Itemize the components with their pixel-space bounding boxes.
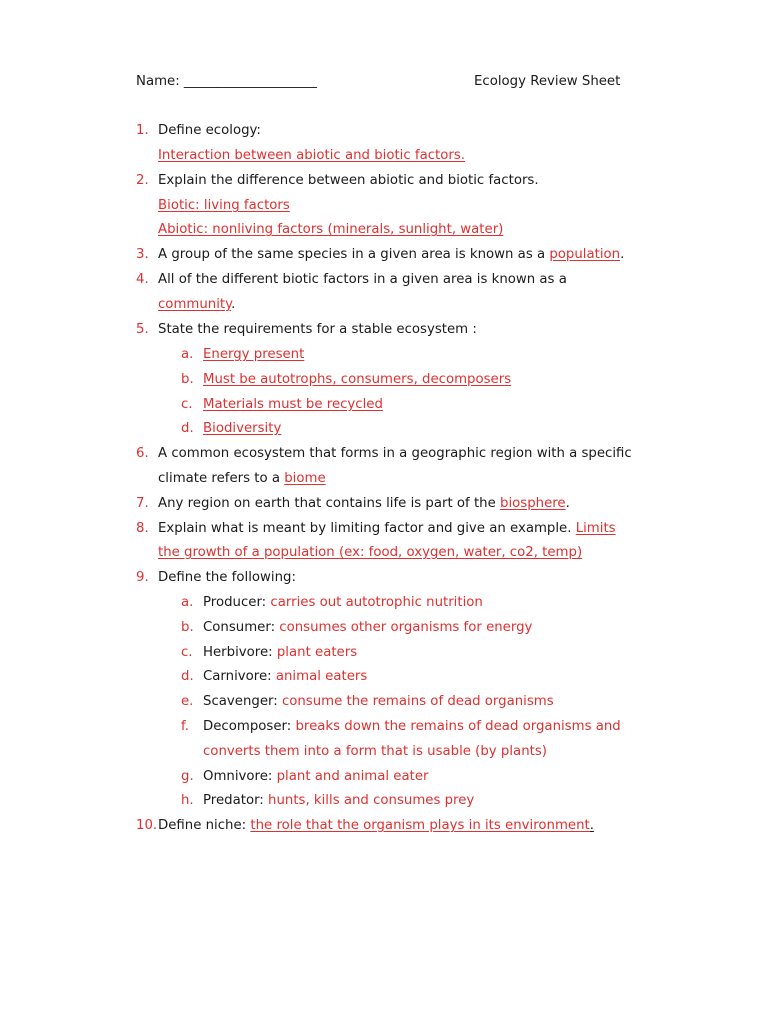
answer-text: biome (284, 471, 326, 486)
answer-text: community (158, 297, 232, 312)
punctuation: . (231, 297, 236, 312)
answer-text: Abiotic: nonliving factors (minerals, sunlight, water) (158, 222, 504, 237)
answer-text: breaks down the remains of dead organisms and (295, 719, 621, 734)
question-text: Define the following: (158, 570, 296, 585)
item-letter: h. (181, 793, 194, 808)
term-label: Producer: (203, 595, 271, 610)
answer-text: the growth of a population (ex: food, oxygen, water, co2, temp) (158, 545, 583, 560)
question-text: Define niche (158, 818, 242, 833)
answer-text: plant eaters (276, 645, 358, 660)
answer-text: animal eaters (275, 669, 368, 684)
question-number: 5. (136, 322, 149, 337)
answer-text: carries out autotrophic nutrition (270, 595, 483, 610)
question-text: Explain what is meant by limiting factor and give an example. (158, 521, 576, 536)
term-label: Omnivore: (203, 769, 277, 784)
answer-text: Interaction between abiotic and biotic factors. (158, 148, 466, 163)
question-number: 4. (136, 272, 149, 287)
answer-text: Limits (575, 521, 616, 536)
item-letter: e. (181, 694, 194, 709)
question-line (158, 294, 235, 316)
answer-text: consumes other organisms for energy (279, 620, 533, 635)
question-text: Explain the difference between abiotic and biotic factors. (158, 173, 539, 188)
answer-text: biosphere (500, 496, 566, 511)
item-letter: c. (181, 645, 193, 660)
definition-line (203, 716, 621, 738)
answer-text: Biodiversity (203, 421, 282, 436)
question-number: 1. (136, 123, 149, 138)
term-label: Consumer: (203, 620, 280, 635)
question-number: 3. (136, 247, 149, 262)
question-number: 9. (136, 570, 149, 585)
name-field-label: Name: ____________________ (136, 74, 317, 89)
item-letter: b. (181, 620, 194, 635)
answer-text: consume the remains of dead organisms (281, 694, 554, 709)
question-text: Define ecology: (158, 123, 261, 138)
question-text: State the requirements for a stable ecosystem : (158, 322, 477, 337)
question-number: 6. (136, 446, 149, 461)
question-number: 8. (136, 521, 149, 536)
definition-line (203, 592, 483, 614)
term-label: Scavenger: (203, 694, 282, 709)
question-text: Any region on earth that contains life is part of the (158, 496, 501, 511)
definition-line (203, 642, 357, 664)
question-number: 10. (136, 818, 158, 833)
answer-text: plant and animal eater (276, 769, 429, 784)
question-text: A common ecosystem that forms in a geographic region with a specific (158, 446, 632, 461)
question-number: 7. (136, 496, 149, 511)
term-label: Decomposer: (203, 719, 296, 734)
definition-line (203, 617, 532, 639)
answer-text: Must be autotrophs, consumers, decomposers (203, 372, 512, 387)
answer-text: converts them into a form that is usable (by plants) (203, 744, 547, 759)
answer-text: Energy present (203, 347, 305, 362)
question-line (158, 815, 594, 837)
question-number: 2. (136, 173, 149, 188)
answer-text: hunts, kills and consumes prey (268, 793, 475, 808)
term-label: Carnivore: (203, 669, 276, 684)
item-letter: a. (181, 595, 194, 610)
question-line (158, 518, 616, 540)
punctuation: . (620, 247, 625, 262)
answer-text: population (549, 247, 621, 262)
item-letter: g. (181, 769, 194, 784)
item-letter: d. (181, 669, 194, 684)
worksheet-title: Ecology Review Sheet (474, 74, 621, 89)
punctuation: : (241, 818, 251, 833)
definition-line (203, 766, 429, 788)
answer-text: the role that the organism plays in its environment (250, 818, 590, 833)
definition-line (203, 666, 367, 688)
term-label: Herbivore: (203, 645, 277, 660)
answer-text: Materials must be recycled (203, 397, 383, 412)
item-letter: c. (181, 397, 193, 412)
question-line (158, 468, 326, 490)
punctuation: . (589, 818, 594, 833)
answer-text: Biotic: living factors (158, 198, 290, 213)
definition-line (203, 691, 554, 713)
question-text: climate refers to a (158, 471, 285, 486)
definition-line (203, 790, 474, 812)
item-letter: d. (181, 421, 194, 436)
question-text: A group of the same species in a given area is known as a (158, 247, 550, 262)
worksheet-header (136, 74, 636, 94)
punctuation: . (565, 496, 570, 511)
item-letter: f. (181, 719, 189, 734)
term-label: Predator: (203, 793, 269, 808)
question-text: All of the different biotic factors in a given area is known as a (158, 272, 567, 287)
item-letter: b. (181, 372, 194, 387)
question-line (158, 493, 570, 515)
item-letter: a. (181, 347, 194, 362)
question-line (158, 244, 624, 266)
